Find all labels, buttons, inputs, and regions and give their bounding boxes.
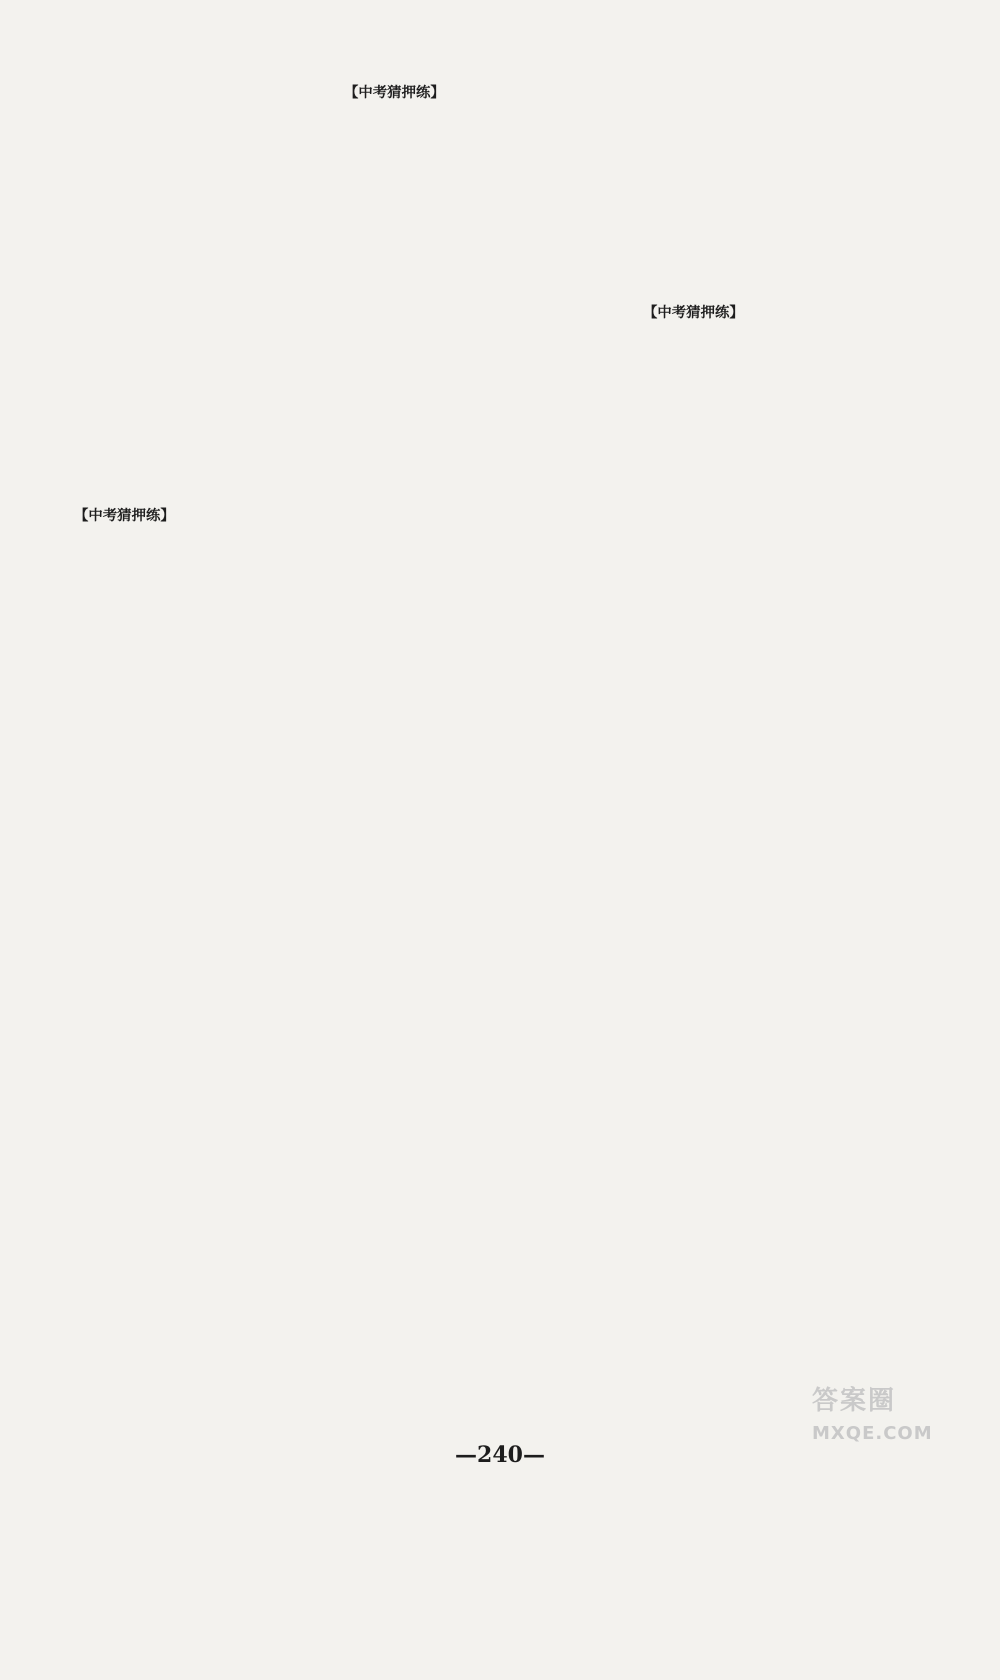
watermark-logo: 答案圈 — [812, 1386, 897, 1416]
text-line — [74, 1522, 354, 1545]
answer-block — [643, 210, 933, 300]
text-line — [74, 641, 354, 664]
text-line — [74, 799, 354, 822]
text-line — [344, 1031, 634, 1054]
text-line — [74, 1409, 354, 1432]
text-line — [74, 867, 354, 890]
text-line — [344, 1189, 634, 1212]
text-line — [74, 1048, 354, 1071]
text-line — [74, 1183, 354, 1206]
text-line — [344, 1076, 634, 1099]
text-line — [74, 74, 354, 97]
text-line — [344, 828, 634, 851]
text-line — [344, 715, 634, 738]
text-line — [74, 119, 354, 142]
text-line — [344, 1008, 634, 1031]
text-line — [74, 731, 354, 754]
text-line — [643, 370, 933, 393]
text-line — [643, 1048, 933, 1071]
text-line — [643, 438, 933, 461]
text-line — [643, 142, 933, 165]
text-line — [344, 692, 634, 715]
text-line — [643, 210, 933, 233]
text-line — [344, 782, 634, 805]
text-line — [74, 957, 354, 980]
text-line — [344, 489, 634, 512]
text-line — [74, 481, 354, 504]
text-line — [344, 240, 634, 263]
answer-block — [74, 345, 354, 503]
text-line — [643, 119, 933, 142]
text-line — [74, 1432, 354, 1455]
text-line — [643, 74, 933, 97]
text-line — [74, 1364, 354, 1387]
text-line — [643, 731, 933, 754]
text-line — [344, 1121, 634, 1144]
question-block — [344, 873, 634, 1189]
text-line — [643, 1296, 933, 1319]
text-line — [643, 776, 933, 799]
text-line — [344, 873, 634, 896]
text-line — [643, 844, 933, 867]
text-line — [643, 505, 933, 528]
text-line — [344, 1054, 634, 1077]
text-line — [643, 1115, 933, 1138]
text-line — [74, 1206, 354, 1229]
text-line — [74, 663, 354, 686]
column-left — [74, 74, 354, 1680]
practice-tag: 【中考猜押练】 — [74, 507, 175, 525]
text-line — [344, 534, 634, 557]
text-line — [74, 1499, 354, 1522]
text-line — [643, 392, 933, 415]
text-line — [643, 483, 933, 506]
question-block — [643, 325, 933, 574]
text-line — [344, 353, 634, 376]
text-line — [643, 935, 933, 958]
answer-block — [344, 1189, 634, 1370]
question-block — [643, 573, 933, 731]
text-line — [344, 105, 634, 128]
text-line — [344, 1234, 634, 1257]
answer-block — [643, 1206, 933, 1342]
text-line — [74, 1002, 354, 1025]
text-line — [74, 1341, 354, 1364]
text-line — [643, 255, 933, 278]
column-middle — [344, 74, 634, 1618]
text-line — [74, 413, 354, 436]
text-line — [74, 1454, 354, 1477]
text-line — [643, 686, 933, 709]
text-line — [643, 889, 933, 912]
watermark-url: MXQE.COM — [812, 1423, 933, 1444]
text-line — [344, 195, 634, 218]
text-line — [344, 398, 634, 421]
text-line — [344, 444, 634, 467]
text-line — [344, 1505, 634, 1528]
text-line — [643, 641, 933, 664]
practice-tag: 【中考猜押练】 — [344, 84, 445, 101]
question-block — [344, 105, 634, 489]
text-line — [344, 1257, 634, 1280]
text-line — [74, 1658, 354, 1680]
continued-explanation — [643, 74, 933, 210]
text-line — [643, 187, 933, 210]
page-number: —240— — [455, 1442, 545, 1468]
text-line — [344, 941, 634, 964]
text-line — [74, 1138, 354, 1161]
text-line — [74, 528, 354, 551]
practice-tag: 【中考猜押练】 — [643, 303, 744, 321]
text-line — [344, 805, 634, 828]
text-line — [74, 436, 354, 459]
answer-block — [74, 1432, 354, 1680]
text-line — [643, 1002, 933, 1025]
text-line — [344, 1212, 634, 1235]
text-line — [643, 325, 933, 348]
text-line — [643, 1093, 933, 1116]
text-line — [74, 1477, 354, 1500]
continued-explanation — [74, 74, 354, 345]
text-line — [74, 1025, 354, 1048]
text-line — [74, 573, 354, 596]
text-line — [643, 1228, 933, 1251]
text-line — [643, 867, 933, 890]
text-line — [344, 263, 634, 286]
text-line — [74, 232, 354, 255]
text-line — [74, 709, 354, 732]
text-line — [74, 255, 354, 278]
question-block — [74, 528, 354, 799]
text-line — [643, 1273, 933, 1296]
text-line — [74, 1070, 354, 1093]
text-line — [74, 164, 354, 187]
text-line — [344, 172, 634, 195]
text-line — [74, 596, 354, 619]
text-line — [74, 323, 354, 346]
text-line — [344, 511, 634, 534]
text-line — [344, 624, 634, 647]
text-line — [344, 1596, 634, 1619]
text-line — [74, 844, 354, 867]
text-line — [74, 1319, 354, 1342]
text-line — [74, 754, 354, 777]
text-line — [344, 1415, 634, 1438]
text-line — [643, 1161, 933, 1184]
text-line — [643, 528, 933, 551]
text-line — [643, 709, 933, 732]
text-line — [74, 1228, 354, 1251]
text-line — [344, 669, 634, 692]
text-line — [643, 460, 933, 483]
text-line — [344, 895, 634, 918]
text-line — [643, 573, 933, 596]
text-line — [74, 1590, 354, 1613]
text-line — [344, 331, 634, 354]
text-line — [344, 1279, 634, 1302]
text-line — [344, 376, 634, 399]
text-line — [344, 1099, 634, 1122]
text-line — [643, 277, 933, 300]
text-line — [74, 345, 354, 368]
column-right — [643, 74, 933, 1341]
text-line — [344, 466, 634, 489]
text-line — [344, 1573, 634, 1596]
text-line — [643, 799, 933, 822]
text-line — [344, 285, 634, 308]
text-line — [344, 1167, 634, 1190]
text-line — [643, 596, 933, 619]
text-line — [643, 980, 933, 1003]
text-line — [643, 550, 933, 573]
question-block — [74, 799, 354, 980]
text-line — [643, 957, 933, 980]
text-line — [74, 458, 354, 481]
text-line — [74, 618, 354, 641]
text-line — [643, 1319, 933, 1342]
text-line — [344, 1325, 634, 1348]
text-line — [344, 1528, 634, 1551]
text-line — [643, 1206, 933, 1229]
text-line — [74, 686, 354, 709]
text-line — [74, 1635, 354, 1658]
text-line — [74, 1612, 354, 1635]
text-line — [643, 1251, 933, 1274]
text-line — [74, 187, 354, 210]
text-line — [643, 754, 933, 777]
text-line — [74, 1567, 354, 1590]
text-line — [643, 232, 933, 255]
text-line — [74, 1251, 354, 1274]
text-line — [344, 1144, 634, 1167]
text-line — [344, 1483, 634, 1506]
text-line — [74, 980, 354, 1003]
text-line — [74, 368, 354, 391]
text-line — [74, 390, 354, 413]
text-line — [74, 1296, 354, 1319]
text-line — [344, 1551, 634, 1574]
text-line — [643, 97, 933, 120]
text-line — [344, 1370, 634, 1393]
text-line — [344, 150, 634, 173]
text-line — [74, 1115, 354, 1138]
text-line — [643, 347, 933, 370]
text-line — [643, 822, 933, 845]
text-line — [74, 97, 354, 120]
text-line — [74, 300, 354, 323]
text-line — [344, 1392, 634, 1415]
text-line — [643, 912, 933, 935]
text-line — [643, 1138, 933, 1161]
text-line — [643, 1070, 933, 1093]
text-line — [344, 737, 634, 760]
text-line — [344, 308, 634, 331]
text-line — [74, 1386, 354, 1409]
text-line — [344, 1302, 634, 1325]
text-line — [74, 912, 354, 935]
question-block — [643, 889, 933, 1205]
text-line — [344, 918, 634, 941]
text-line — [74, 889, 354, 912]
watermark — [812, 1380, 987, 1465]
text-line — [643, 618, 933, 641]
text-line — [74, 1161, 354, 1184]
text-line — [643, 1025, 933, 1048]
question-block — [344, 489, 634, 873]
text-line — [74, 550, 354, 573]
text-line — [344, 602, 634, 625]
text-line — [344, 647, 634, 670]
text-line — [643, 164, 933, 187]
text-line — [344, 986, 634, 1009]
text-line — [344, 218, 634, 241]
text-line — [344, 556, 634, 579]
text-line — [344, 850, 634, 873]
text-line — [344, 579, 634, 602]
text-line — [643, 663, 933, 686]
text-line — [74, 277, 354, 300]
text-line — [344, 1347, 634, 1370]
text-line — [74, 1545, 354, 1568]
question-block — [643, 731, 933, 889]
text-line — [74, 210, 354, 233]
text-line — [74, 822, 354, 845]
question-block — [344, 1370, 634, 1619]
text-line — [344, 760, 634, 783]
text-line — [74, 1273, 354, 1296]
text-line — [74, 776, 354, 799]
text-line — [74, 1093, 354, 1116]
text-line — [344, 421, 634, 444]
text-line — [344, 127, 634, 150]
text-line — [344, 963, 634, 986]
text-line — [643, 1183, 933, 1206]
text-line — [74, 142, 354, 165]
text-line — [74, 935, 354, 958]
question-block — [74, 980, 354, 1432]
text-line — [643, 415, 933, 438]
